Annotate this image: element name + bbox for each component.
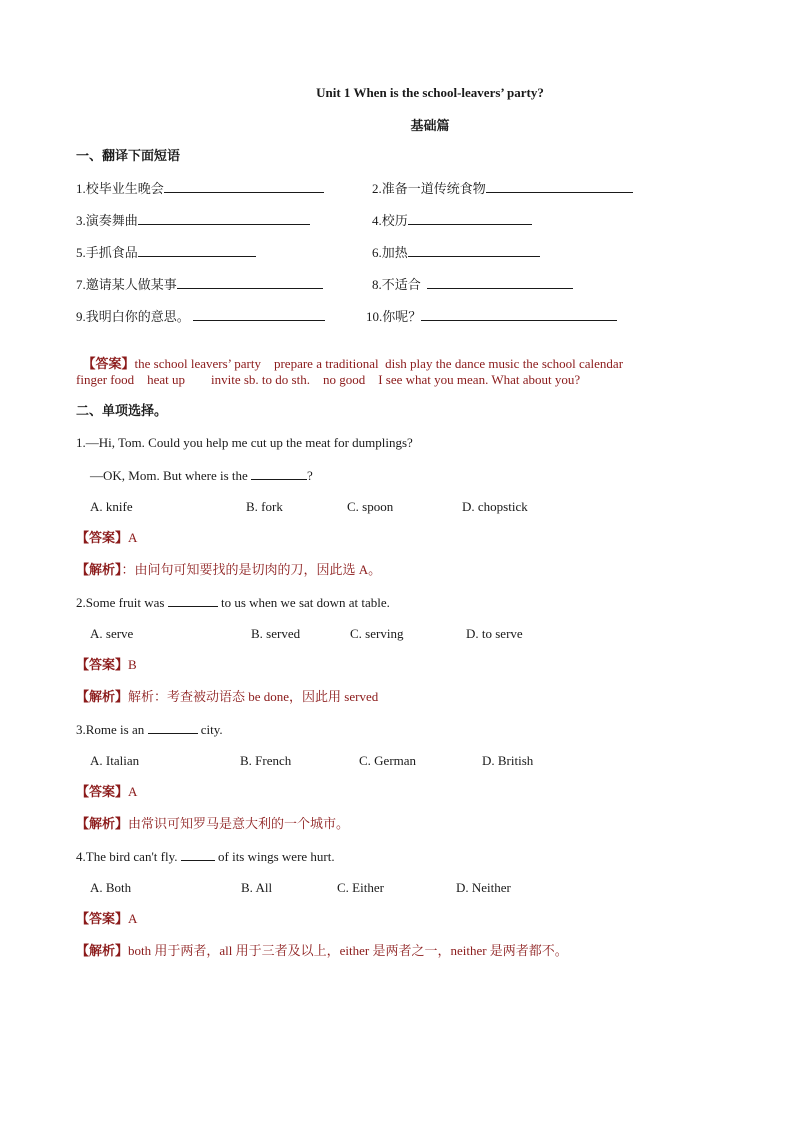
option-d[interactable]: D. British xyxy=(482,753,534,768)
section-heading-choice: 二、单项选择。 xyxy=(76,403,168,418)
question-2-options xyxy=(0,626,794,642)
option-c[interactable]: C. spoon xyxy=(347,499,394,514)
question-4-stem: 4.The bird can't fly. of its wings were hurt. xyxy=(76,849,335,864)
answer-blank[interactable] xyxy=(408,244,540,257)
phrase-item-7: 7.邀请某人做某事 xyxy=(76,276,323,293)
question-1-answer: 【答案】A xyxy=(76,530,138,545)
option-b[interactable]: B. All xyxy=(241,880,273,895)
option-b[interactable]: B. fork xyxy=(246,499,283,514)
phrase-item-4: 4.校历 xyxy=(372,212,532,229)
question-4-options xyxy=(0,880,794,896)
option-b[interactable]: B. French xyxy=(240,753,292,768)
question-2-analysis: 【解析】解析：考查被动语态 be done，因此用 served xyxy=(76,689,379,704)
option-c[interactable]: C. Either xyxy=(337,880,384,895)
question-3-options xyxy=(0,753,794,769)
answer-blank[interactable] xyxy=(408,212,532,225)
answer-line-1: 【答案】the school leavers’ party prepare a traditional dish play the dance music the school calendar xyxy=(82,356,624,371)
question-3-analysis: 【解析】由常识可知罗马是意大利的一个城市。 xyxy=(76,816,350,831)
question-4-analysis: 【解析】both 用于两者，all 用于三者及以上，either 是两者之一，neither 是两者都不。 xyxy=(76,943,568,958)
option-c[interactable]: C. serving xyxy=(350,626,404,641)
answer-blank[interactable] xyxy=(138,212,310,225)
option-c[interactable]: C. German xyxy=(359,753,417,768)
option-a[interactable]: A. Italian xyxy=(90,753,140,768)
option-a[interactable]: A. knife xyxy=(90,499,133,514)
option-d[interactable]: D. chopstick xyxy=(462,499,528,514)
question-3-stem: 3.Rome is an city. xyxy=(76,722,223,737)
question-1-stem: 1.—Hi, Tom. Could you help me cut up the meat for dumplings? xyxy=(76,435,413,450)
answer-blank[interactable] xyxy=(181,848,215,861)
question-1-reply: —OK, Mom. But where is the ? xyxy=(90,468,313,483)
answer-blank[interactable] xyxy=(177,276,323,289)
answer-blank[interactable] xyxy=(193,308,325,321)
phrase-item-6: 6.加热 xyxy=(372,244,540,261)
answer-blank[interactable] xyxy=(168,594,218,607)
answer-line-2: finger food heat up invite sb. to do sth. no good I see what you mean. What about you? xyxy=(76,372,581,387)
phrase-item-1: 1.校毕业生晚会 xyxy=(76,180,324,197)
page-subtitle: 基础篇 xyxy=(410,118,450,133)
option-d[interactable]: D. to serve xyxy=(466,626,523,641)
question-4-answer: 【答案】A xyxy=(76,911,138,926)
question-1-analysis: 【解析】：由问句可知要找的是切肉的刀，因此选 A。 xyxy=(76,562,382,577)
phrase-item-10: 10.你呢？ xyxy=(366,308,617,325)
question-2-answer: 【答案】B xyxy=(76,657,137,672)
phrase-item-3: 3.演奏舞曲 xyxy=(76,212,310,229)
section-heading-translate: 一、翻译下面短语 xyxy=(76,148,181,163)
answer-blank[interactable] xyxy=(164,180,324,193)
option-a[interactable]: A. Both xyxy=(90,880,132,895)
answer-blank[interactable] xyxy=(138,244,256,257)
question-2-stem: 2.Some fruit was to us when we sat down at table. xyxy=(76,595,390,610)
answer-blank[interactable] xyxy=(148,721,198,734)
phrase-item-9: 9.我明白你的意思。 xyxy=(76,308,325,325)
question-1-options xyxy=(0,499,794,515)
answer-blank[interactable] xyxy=(251,467,307,480)
question-3-answer: 【答案】A xyxy=(76,784,138,799)
option-a[interactable]: A. serve xyxy=(90,626,134,641)
page-title: Unit 1 When is the school-leavers’ party? xyxy=(316,85,544,100)
answer-tag: 【答案】 xyxy=(82,356,135,371)
answer-blank[interactable] xyxy=(427,276,573,289)
answer-blank[interactable] xyxy=(421,308,617,321)
phrase-item-2: 2.准备一道传统食物 xyxy=(372,180,633,197)
option-b[interactable]: B. served xyxy=(251,626,301,641)
phrase-item-8: 8.不适合 xyxy=(372,276,573,293)
phrase-item-5: 5.手抓食品 xyxy=(76,244,256,261)
answer-blank[interactable] xyxy=(486,180,633,193)
option-d[interactable]: D. Neither xyxy=(456,880,511,895)
